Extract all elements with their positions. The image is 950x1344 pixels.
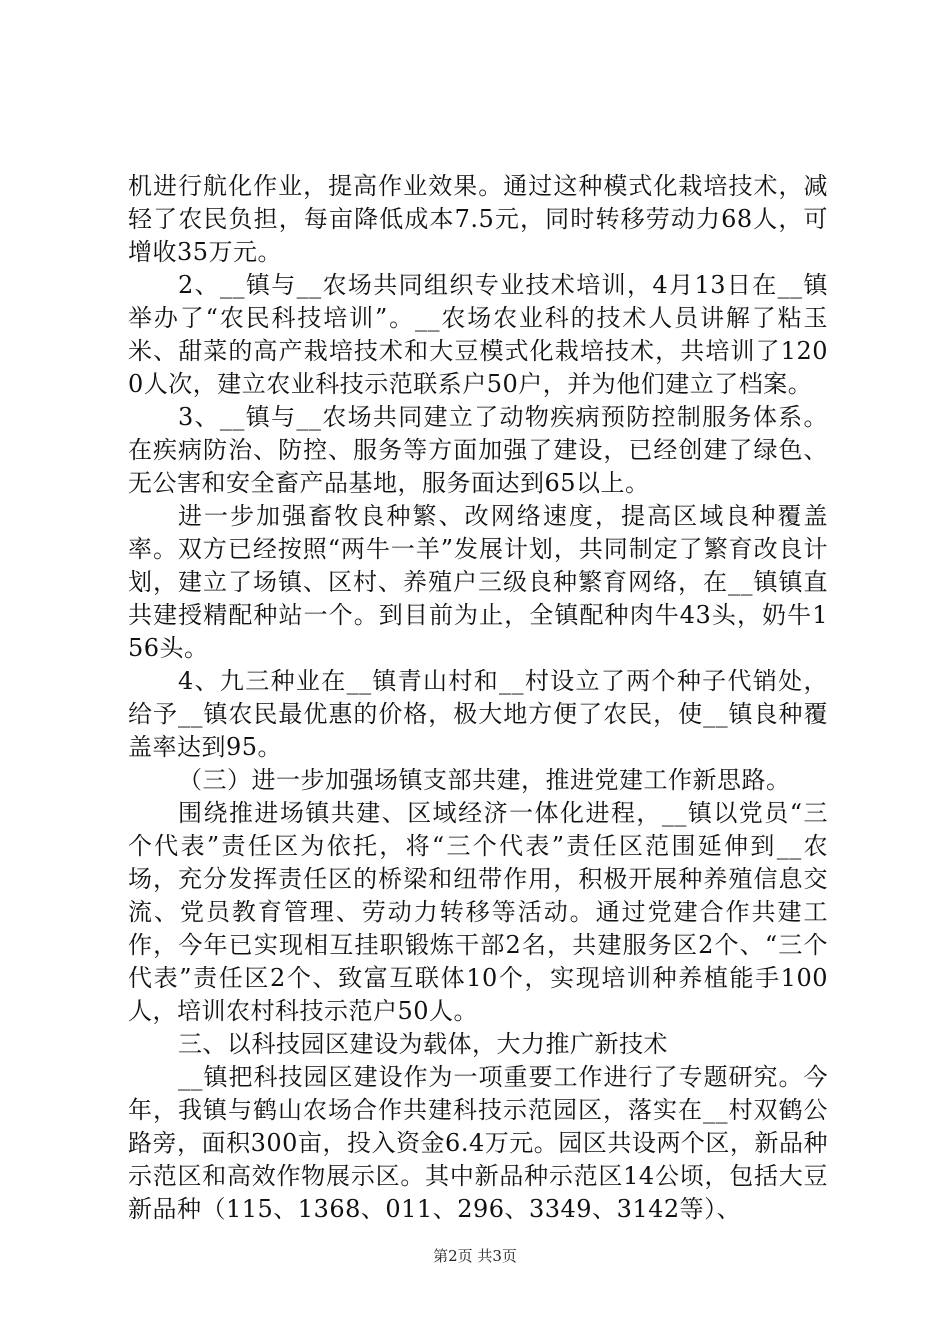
paragraph-item-3: 3、__镇与__农场共同建立了动物疾病预防控制服务体系。在疾病防治、防控、服务等方面加强了建设，已经创建了绿色、无公害和安全畜产品基地，服务面达到65以上。 (128, 403, 828, 497)
paragraph-continuation: 机进行航化作业，提高作业效果。通过这种模式化栽培技术，减轻了农民负担，每亩降低成本7.5元，同时转移劳动力68人，可增收35万元。 (128, 172, 828, 266)
paragraph-tech-park: __镇把科技园区建设作为一项重要工作进行了专题研究。今年，我镇与鹤山农场合作共建科技示范园区，落实在__村双鹤公路旁，面积300亩，投入资金6.4万元。园区共设两个区，新品种示范区和高效作物展示区。其中新品种示范区14公顷，包括大豆新品种（115、1368、011、296、3349、3142等）、 (128, 1063, 828, 1223)
document-body (128, 170, 828, 1226)
paragraph-item-4: 4、九三种业在__镇青山村和__村设立了两个种子代销处，给予__镇农民最优惠的价格，极大地方便了农民，使__镇良种覆盖率达到95。 (128, 667, 828, 761)
paragraph-party-building: 围绕推进场镇共建、区域经济一体化进程，__镇以党员“三个代表”责任区为依托，将“三个代表”责任区范围延伸到__农场，充分发挥责任区的桥梁和纽带作用，积极开展种养殖信息交流、党员教育管理、劳动力转移等活动。通过党建合作共建工作，今年已实现相互挂职锻炼干部2名，共建服务区2个、“三个代表”责任区2个、致富互联体10个，实现培训种养植能手100人，培训农村科技示范户50人。 (128, 799, 828, 1025)
section-heading-party-building: （三）进一步加强场镇支部共建，推进党建工作新思路。 (178, 766, 791, 794)
paragraph-item-2: 2、__镇与__农场共同组织专业技术培训，4月13日在__镇举办了“农民科技培训”。__农场农业科的技术人员讲解了粘玉米、甜菜的高产栽培技术和大豆模式化栽培技术，共培训了1200人次，建立农业科技示范联系户50户，并为他们建立了档案。 (128, 271, 828, 398)
page-number-footer: 第2页 共3页 (433, 1247, 517, 1265)
paragraph-livestock-breeding: 进一步加强畜牧良种繁、改网络速度，提高区域良种覆盖率。双方已经按照“两牛一羊”发展计划，共同制定了繁育改良计划，建立了场镇、区村、养殖户三级良种繁育网络，在__镇镇直共建授精配种站一个。到目前为止，全镇配种肉牛43头，奶牛156头。 (128, 502, 828, 662)
section-heading-tech-park: 三、以科技园区建设为载体，大力推广新技术 (178, 1030, 668, 1058)
